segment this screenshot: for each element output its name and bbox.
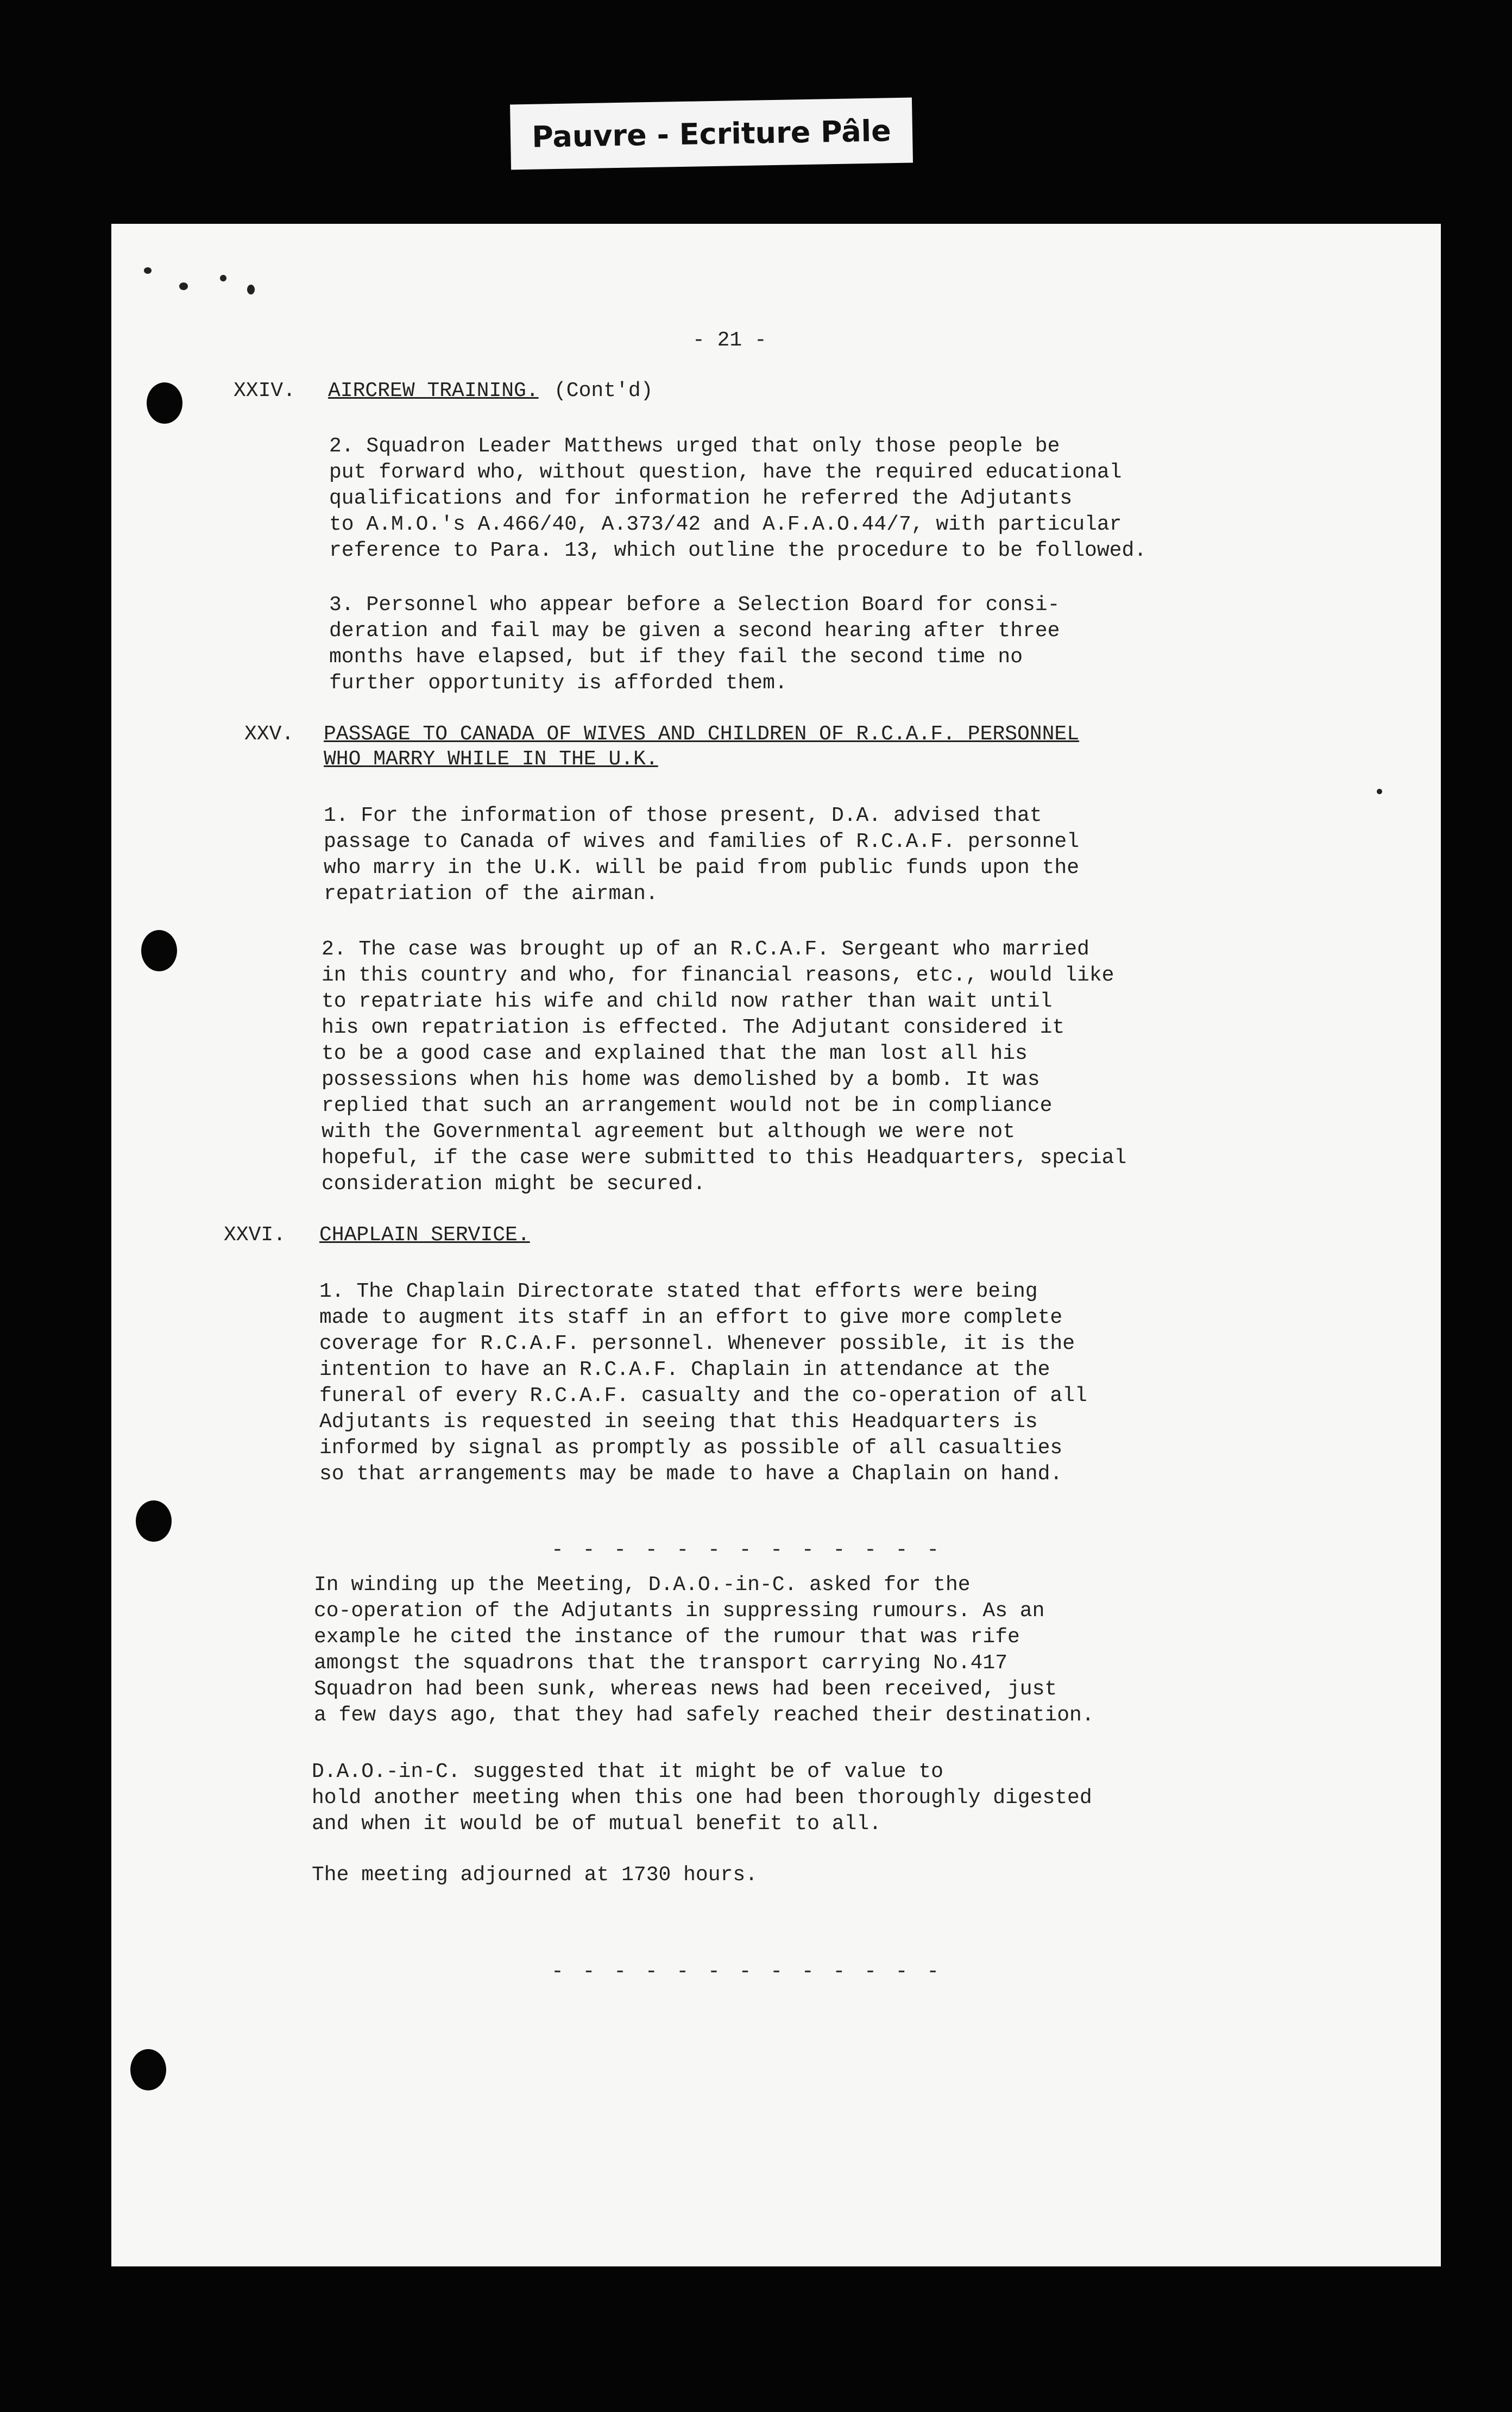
text-line: who marry in the U.K. will be paid from public funds upon the xyxy=(324,856,1080,880)
section-heading: WHO MARRY WHILE IN THE U.K. xyxy=(324,748,658,771)
ink-speck xyxy=(144,267,152,274)
text-line: Squadron had been sunk, whereas news had been received, just xyxy=(314,1678,1057,1701)
text-line: Adjutants is requested in seeing that this Headquarters is xyxy=(319,1410,1038,1434)
text-line: deration and fail may be given a second hearing after three xyxy=(329,619,1060,643)
punch-hole xyxy=(141,930,177,971)
text-line: 2. Squadron Leader Matthews urged that only those people be xyxy=(329,435,1060,458)
section-heading: CHAPLAIN SERVICE. xyxy=(319,1223,530,1247)
text-line: hopeful, if the case were submitted to this Headquarters, special xyxy=(322,1146,1127,1170)
ink-speck xyxy=(220,275,226,281)
text-line: to A.M.O.'s A.466/40, A.373/42 and A.F.A.O.44/7, with particular xyxy=(329,513,1122,536)
text-line: a few days ago, that they had safely reached their destination. xyxy=(314,1704,1094,1727)
punch-hole xyxy=(147,382,182,424)
text-line: to be a good case and explained that the man lost all his xyxy=(322,1042,1028,1065)
text-line: with the Governmental agreement but although we were not xyxy=(322,1120,1016,1144)
section-heading-suffix: (Cont'd) xyxy=(554,379,653,403)
text-line: passage to Canada of wives and families of R.C.A.F. personnel xyxy=(324,830,1080,853)
text-line: and when it would be of mutual benefit to all. xyxy=(312,1812,881,1836)
ink-speck xyxy=(179,282,188,290)
page-number: - 21 - xyxy=(692,329,767,352)
section-numeral: XXIV. xyxy=(234,379,296,403)
text-line: consideration might be secured. xyxy=(322,1172,705,1196)
ink-speck xyxy=(247,285,255,294)
text-line: 2. The case was brought up of an R.C.A.F. Sergeant who married xyxy=(322,938,1089,961)
punch-hole xyxy=(136,1500,172,1542)
text-line: 1. For the information of those present, D.A. advised that xyxy=(324,804,1042,827)
text-line: months have elapsed, but if they fail the second time no xyxy=(329,645,1023,669)
text-line: put forward who, without question, have the required educational xyxy=(329,461,1122,484)
section-heading: PASSAGE TO CANADA OF WIVES AND CHILDREN OF R.C.A.F. PERSONNEL xyxy=(324,723,1080,746)
text-line: coverage for R.C.A.F. personnel. Whenever possible, it is the xyxy=(319,1332,1075,1355)
text-line: hold another meeting when this one had been thoroughly digested xyxy=(312,1786,1092,1810)
text-line: to repatriate his wife and child now rather than wait until xyxy=(322,990,1053,1013)
separator-line: - - - - - - - - - - - - - xyxy=(551,1960,943,1983)
text-line: so that arrangements may be made to have a Chaplain on hand. xyxy=(319,1462,1063,1486)
text-line: In winding up the Meeting, D.A.O.-in-C. asked for the xyxy=(314,1573,971,1597)
text-line: replied that such an arrangement would not be in compliance xyxy=(322,1094,1053,1117)
section-numeral: XXV. xyxy=(244,723,294,746)
text-line: example he cited the instance of the rumour that was rife xyxy=(314,1625,1020,1649)
text-line: co-operation of the Adjutants in suppressing rumours. As an xyxy=(314,1599,1045,1623)
archive-note-label: Pauvre - Ecriture Pâle xyxy=(510,98,913,170)
ink-speck xyxy=(1377,789,1382,794)
text-line: informed by signal as promptly as possible of all casualties xyxy=(319,1436,1063,1460)
text-line: amongst the squadrons that the transport carrying No.417 xyxy=(314,1651,1008,1675)
punch-hole xyxy=(130,2049,166,2090)
section-numeral: XXVI. xyxy=(224,1223,286,1247)
separator-line: - - - - - - - - - - - - - xyxy=(551,1538,943,1562)
text-line: funeral of every R.C.A.F. casualty and the co-operation of all xyxy=(319,1384,1087,1408)
text-line: further opportunity is afforded them. xyxy=(329,671,788,695)
text-line: 1. The Chaplain Directorate stated that efforts were being xyxy=(319,1280,1038,1303)
section-heading: AIRCREW TRAINING. xyxy=(328,379,539,403)
text-line: D.A.O.-in-C. suggested that it might be of value to xyxy=(312,1760,943,1783)
text-line: qualifications and for information he referred the Adjutants xyxy=(329,487,1073,510)
text-line: his own repatriation is effected. The Adjutant considered it xyxy=(322,1016,1065,1039)
adjournment-line: The meeting adjourned at 1730 hours. xyxy=(312,1863,758,1887)
text-line: in this country and who, for financial reasons, etc., would like xyxy=(322,964,1114,987)
text-line: repatriation of the airman. xyxy=(324,882,658,906)
text-line: made to augment its staff in an effort to give more complete xyxy=(319,1306,1063,1329)
text-line: intention to have an R.C.A.F. Chaplain in attendance at the xyxy=(319,1358,1050,1381)
text-line: 3. Personnel who appear before a Selection Board for consi- xyxy=(329,593,1060,617)
text-line: possessions when his home was demolished by a bomb. It was xyxy=(322,1068,1040,1091)
text-line: reference to Para. 13, which outline the procedure to be followed. xyxy=(329,539,1147,562)
